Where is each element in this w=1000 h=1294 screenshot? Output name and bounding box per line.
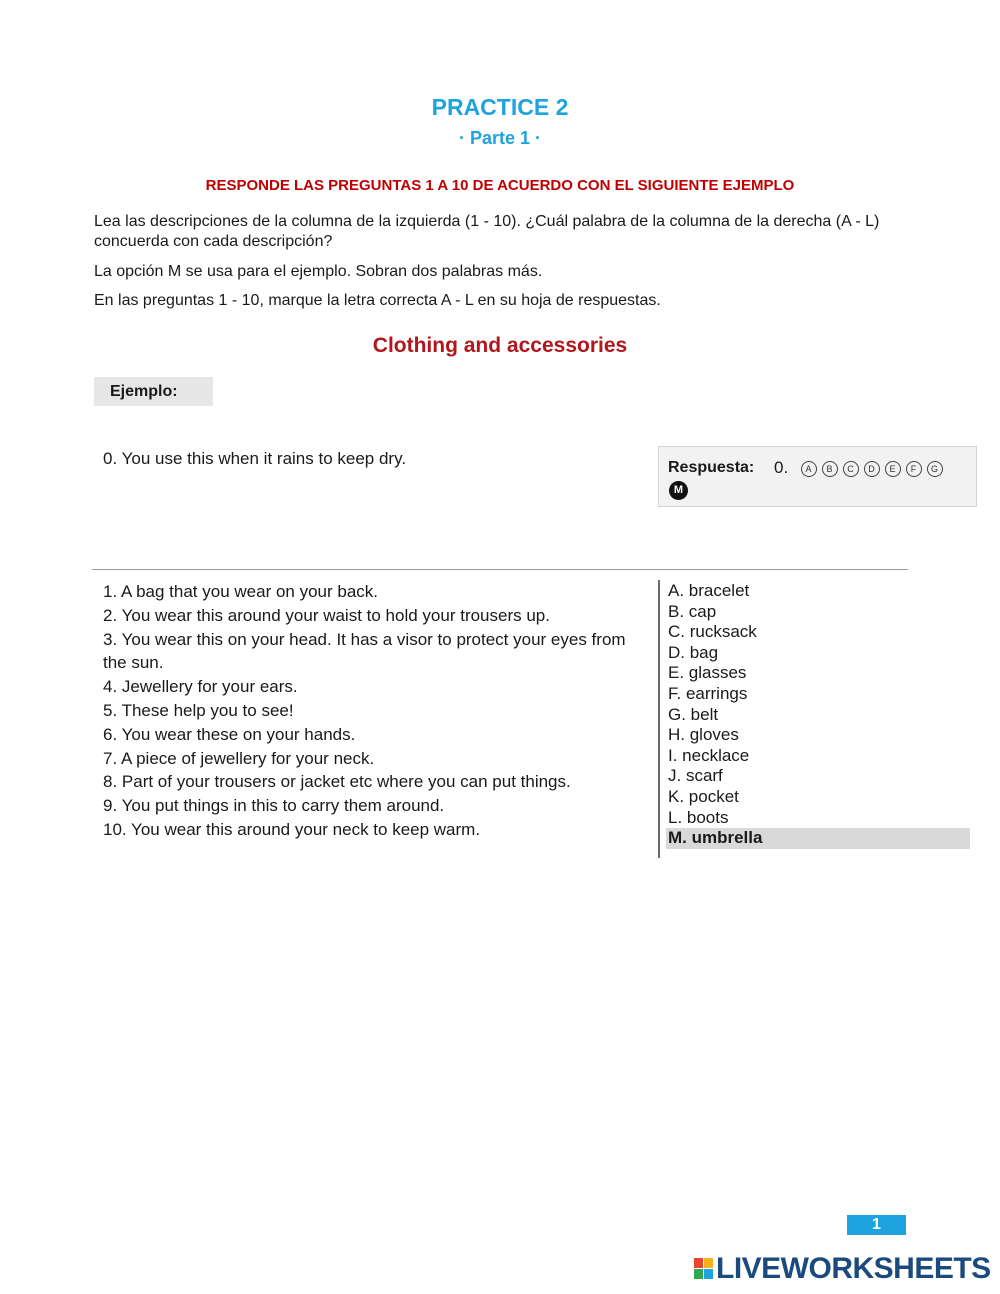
answer-label: Respuesta: — [668, 459, 755, 476]
option-item: G. belt — [668, 704, 719, 724]
instructions-heading: RESPONDE LAS PREGUNTAS 1 A 10 DE ACUERDO CON EL SIGUIENTE EJEMPLO — [205, 177, 795, 194]
column-divider — [658, 580, 660, 858]
option-item: L. boots — [668, 807, 729, 827]
brand-mark-icon — [694, 1258, 714, 1280]
options-list — [668, 581, 970, 849]
option-item: M. umbrella — [666, 828, 970, 849]
example-question: 0. You use this when it rains to keep dry. — [103, 449, 407, 468]
question-item: 4. Jewellery for your ears. — [103, 677, 298, 697]
answer-bubble: A — [801, 461, 817, 477]
option-item: A. bracelet — [668, 581, 750, 600]
question-item: 3. You wear this on your head. It has a visor to protect your eyes from the sun. — [103, 629, 626, 673]
instructions-paragraph-2: La opción M se usa para el ejemplo. Sobran dos palabras más. — [94, 263, 543, 280]
answer-bubble: C — [843, 461, 859, 477]
option-item: E. glasses — [668, 663, 747, 683]
question-item: 7. A piece of jewellery for your neck. — [103, 748, 375, 768]
brand-name: LIVEWORKSHEETS — [716, 1252, 991, 1285]
answer-number: 0. — [774, 458, 789, 477]
answer-bubble: E — [885, 461, 901, 477]
page-number-badge: 1 — [847, 1215, 906, 1235]
instructions-paragraph-1: Lea las descripciones de la columna de la izquierda (1 - 10). ¿Cuál palabra de la columna de la derecha (A - L) concuerda con cada descripción? — [94, 213, 880, 250]
option-item: B. cap — [668, 601, 717, 621]
answer-bubble-selected: M — [669, 481, 688, 500]
option-item: J. scarf — [668, 766, 723, 786]
question-item: 10. You wear this around your neck to keep warm. — [103, 819, 481, 839]
option-item: F. earrings — [668, 683, 748, 703]
option-item: K. pocket — [668, 786, 739, 806]
question-item: 5. These help you to see! — [103, 700, 294, 720]
page-title: PRACTICE 2 — [431, 94, 569, 120]
option-item: C. rucksack — [668, 622, 757, 642]
divider — [92, 569, 908, 570]
page-subtitle: · Parte 1 · — [458, 128, 542, 148]
instructions-paragraph-3: En las preguntas 1 - 10, marque la letra correcta A - L en su hoja de respuestas. — [94, 292, 661, 309]
answer-bubble: G — [927, 461, 943, 477]
section-title: Clothing and accessories — [372, 334, 628, 357]
option-item: H. gloves — [668, 725, 739, 745]
answer-bubble: D — [864, 461, 880, 477]
example-answer-box — [658, 446, 977, 507]
answer-bubbles — [801, 460, 948, 477]
question-item: 6. You wear these on your hands. — [103, 724, 356, 744]
questions-list — [103, 580, 643, 842]
answer-bubble: B — [822, 461, 838, 477]
question-item: 8. Part of your trousers or jacket etc where you can put things. — [103, 772, 571, 792]
question-item: 1. A bag that you wear on your back. — [103, 582, 379, 601]
option-item: I. necklace — [668, 745, 750, 765]
option-item: D. bag — [668, 642, 719, 662]
answer-bubble: F — [906, 461, 922, 477]
question-item: 9. You put things in this to carry them around. — [103, 796, 445, 816]
question-item: 2. You wear this around your waist to hold your trousers up. — [103, 605, 550, 625]
example-label: Ejemplo: — [94, 377, 213, 406]
